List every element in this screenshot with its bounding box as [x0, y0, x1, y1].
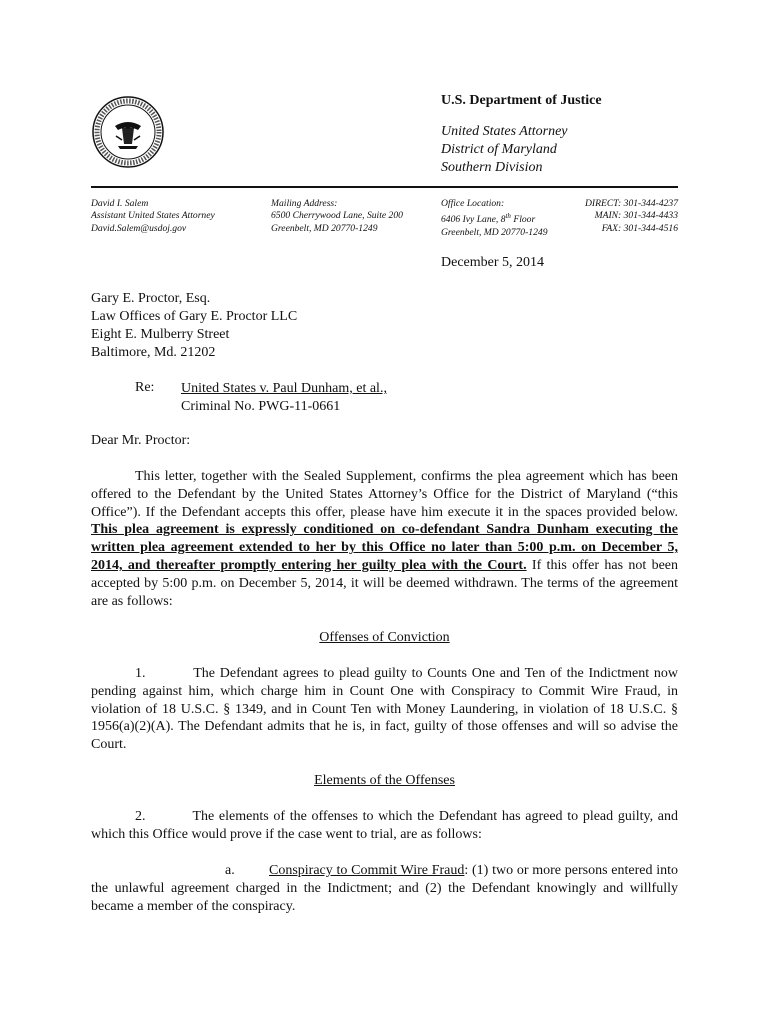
section-heading-offenses: Offenses of Conviction [319, 630, 450, 645]
office-location [441, 198, 548, 239]
recipient-line: Gary E. Proctor, Esq. [91, 291, 211, 306]
section-heading-elements: Elements of the Offenses [314, 773, 455, 788]
recipient-line: Eight E. Mulberry Street [91, 327, 230, 342]
paragraph-1: 1. The Defendant agrees to plead guilty to Counts One and Ten of the Indictment now pending against him, which charge him in Count One with Conspiracy to Commit Wire Fraud, in violation of 18 U.S.C. § 1349, and in Count Ten with Money Laundering, in violation of 18 U.S.C. § 1956(a)(2)(A). The Defendant admits that he is, in fact, guilty of those offenses and will so advise the Court. [91, 666, 678, 753]
condition-emphasis: This plea agreement is expressly conditioned on co-defendant Sandra Dunham executing the written plea agreement extended to her by this Office no later than 5:00 p.m. on December 5, 2014, and thereafter promptly entering her guilty plea with the Court. [91, 522, 678, 573]
doj-seal-logo [92, 96, 164, 168]
subparagraph-letter: a. [225, 863, 235, 878]
recipient-address [91, 290, 297, 362]
intro-paragraph: This letter, together with the Sealed Supplement, confirms the plea agreement which has been offered to the Defendant by the United States Attorney’s Office for the District of Maryland (“this Office”). If the Defendant accepts this offer, please have him execute it in the spaces provided below. This plea agreement is expressly conditioned on co-defendant Sandra Dunham executing the written plea agreement extended to her by this Office no later than 5:00 p.m. on December 5, 2014, and thereafter promptly entering her guilty plea with the Court. If this offer has not been accepted by 5:00 p.m. on December 5, 2014, it will be deemed withdrawn. The terms of the agreement are as follows: [91, 469, 678, 609]
sender-info [91, 198, 215, 235]
phone-numbers [568, 198, 678, 235]
mailing-label: Mailing Address: [271, 198, 338, 209]
subparagraph-title: Conspiracy to Commit Wire Fraud [269, 863, 465, 878]
sender-title: Assistant United States Attorney [91, 210, 215, 222]
office-address-line: 6406 Ivy Lane, 8th Floor [441, 212, 536, 226]
recipient-line: Law Offices of Gary E. Proctor LLC [91, 309, 298, 324]
letter-date: December 5, 2014 [441, 255, 545, 270]
office-line: United States Attorney [441, 124, 568, 139]
subparagraph-a: a. Conspiracy to Commit Wire Fraud: (1) two or more persons entered into the unlawful agreement charged in the Indictment; and (2) the Defendant knowingly and willfully became a member of the conspiracy. [91, 863, 678, 914]
office-line: District of Maryland [441, 142, 557, 157]
case-caption: United States v. Paul Dunham, et al., [181, 381, 387, 396]
main-phone: MAIN: 301-344-4433 [594, 210, 678, 222]
sender-email: David.Salem@usdoj.gov [91, 222, 187, 234]
office-address-line: Greenbelt, MD 20770-1249 [441, 227, 548, 238]
re-subject [181, 380, 387, 416]
department-name: U.S. Department of Justice [441, 93, 602, 108]
fax-number: FAX: 301-344-4516 [601, 222, 678, 234]
salutation: Dear Mr. Proctor: [91, 433, 191, 448]
re-label: Re: [135, 380, 155, 395]
letterhead-rule [91, 186, 678, 188]
paragraph-2: 2. The elements of the offenses to which the Defendant has agreed to plead guilty, and which this Office would prove if the case went to trial, are as follows: [91, 809, 678, 842]
direct-phone: DIRECT: 301-344-4237 [585, 198, 678, 209]
case-number: Criminal No. PWG-11-0661 [181, 399, 341, 414]
office-label: Office Location: [441, 198, 505, 209]
mailing-line: Greenbelt, MD 20770-1249 [271, 222, 378, 234]
mailing-line: 6500 Cherrywood Lane, Suite 200 [271, 210, 403, 222]
sender-name: David I. Salem [91, 198, 149, 209]
office-block [441, 123, 568, 177]
mailing-address [271, 198, 403, 235]
recipient-line: Baltimore, Md. 21202 [91, 345, 216, 360]
office-line: Southern Division [441, 160, 543, 175]
